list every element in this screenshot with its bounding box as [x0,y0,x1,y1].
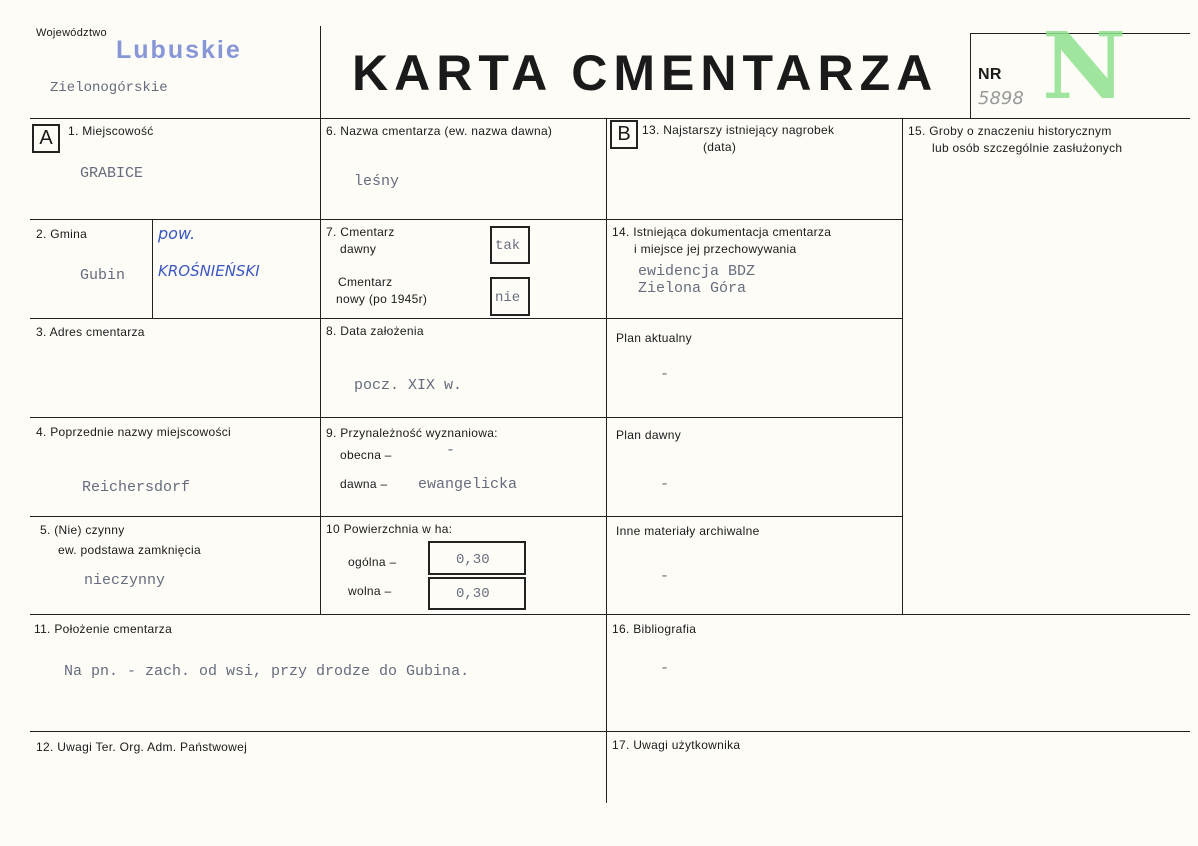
field-10-free-value: 0,30 [456,586,490,602]
field-15-label: 15. Groby o znaczeniu historycznym [908,124,1112,138]
voivodeship-typed: Zielonogórskie [50,80,168,96]
field-10-free-label: wolna – [348,584,392,598]
field-5-value: nieczynny [84,572,166,589]
field-12-label: 12. Uwagi Ter. Org. Adm. Państwowej [36,740,248,754]
grid-line [30,118,1190,119]
field-1-label: 1. Miejscowość [68,124,154,138]
field-16-label: 16. Bibliografia [612,622,697,636]
field-6-value: leśny [354,173,400,190]
field-14-plan-old-label: Plan dawny [616,428,682,442]
field-2-value: Gubin [80,267,126,284]
field-16-value: - [660,660,670,677]
field-7-label-new-2: nowy (po 1945r) [336,292,428,306]
grid-line [320,26,321,614]
grid-line [970,33,971,118]
nr-highlight-marker: N [1042,12,1127,120]
grid-line [30,516,902,517]
field-2-handwritten-county: KROŚNIEŃSKI [158,262,260,280]
field-9-current-label: obecna – [340,448,392,462]
field-7-label-old: 7. Cmentarz [326,225,395,239]
field-14-other-value: - [660,568,670,585]
field-9-former-value: ewangelicka [418,476,518,493]
field-2-label: 2. Gmina [36,227,88,241]
field-7-new-value: nie [495,290,521,306]
field-3-label: 3. Adres cmentarza [36,325,145,339]
field-8-value: pocz. XIX w. [354,377,463,394]
section-b-label: B [610,120,638,149]
field-14-value-2: Zielona Góra [638,280,747,297]
grid-line [902,118,903,614]
field-9-label: 9. Przynależność wyznaniowa: [326,426,498,440]
field-13-label: 13. Najstarszy istniejący nagrobek [642,123,835,137]
section-a-label: A [32,124,60,153]
field-14-label-2: i miejsce jej przechowywania [634,242,797,256]
grid-line [606,118,607,803]
nr-value: 5898 [978,88,1024,109]
field-14-label: 14. Istniejąca dokumentacja cmentarza [612,225,832,239]
field-9-former-label: dawna – [340,477,388,491]
voivodeship-label: Województwo [36,27,107,39]
field-7-label-new: Cmentarz [338,275,393,289]
field-11-value: Na pn. - zach. od wsi, przy drodze do Gubina. [64,663,470,680]
field-5-label-2: ew. podstawa zamknięcia [58,543,201,557]
field-7-old-value: tak [495,238,521,254]
field-14-value-1: ewidencja BDZ [638,263,756,280]
grid-line [152,219,153,318]
field-8-label: 8. Data założenia [326,324,424,338]
grid-line [30,219,902,220]
field-5-label: 5. (Nie) czynny [40,523,125,537]
grid-line [30,614,1190,615]
field-15-label-2: lub osób szczególnie zasłużonych [932,141,1123,155]
field-4-value: Reichersdorf [82,479,191,496]
field-7-label-old-2: dawny [340,242,377,256]
grid-line [30,731,1190,732]
field-11-label: 11. Położenie cmentarza [34,622,173,636]
field-9-current-value: - [446,442,456,459]
field-14-plan-old-value: - [660,476,670,493]
field-10-total-value: 0,30 [456,552,490,568]
field-17-label: 17. Uwagi użytkownika [612,738,741,752]
field-10-label: 10 Powierzchnia w ha: [326,522,453,536]
field-14-other-label: Inne materiały archiwalne [616,524,760,538]
field-2-handwritten-pow: pow. [158,224,196,243]
grid-line [30,417,902,418]
page-title: KARTA CMENTARZA [352,45,939,101]
voivodeship-stamp: Lubuskie [116,36,242,64]
field-4-label: 4. Poprzednie nazwy miejscowości [36,425,232,439]
grid-line [30,318,902,319]
field-14-plan-current-label: Plan aktualny [616,331,692,345]
field-1-value: GRABICE [80,165,144,182]
field-6-label: 6. Nazwa cmentarza (ew. nazwa dawna) [326,124,553,138]
field-10-total-label: ogólna – [348,555,397,569]
nr-label: NR [978,66,1002,83]
field-13-label-2: (data) [703,140,737,154]
field-14-plan-current-value: - [660,366,670,383]
